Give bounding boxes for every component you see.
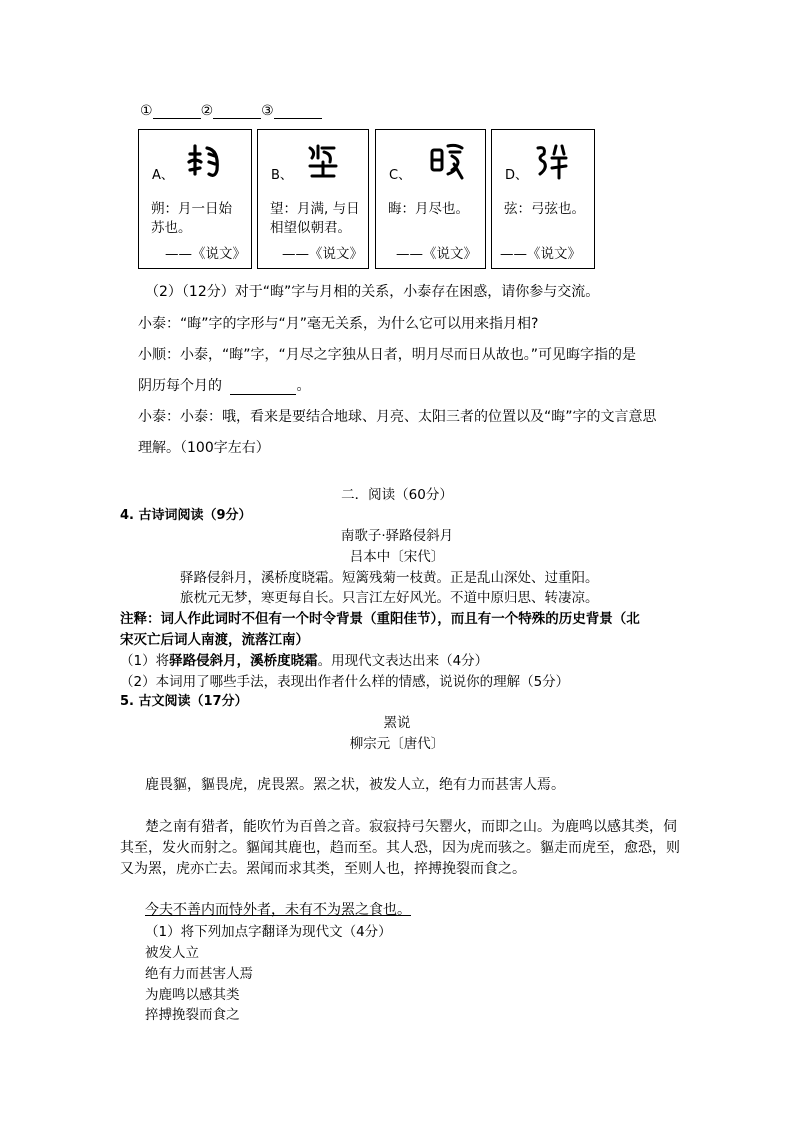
- q2-xiaoshun-period: 。: [296, 378, 311, 394]
- essay-paragraph-2-line2: 其至，发火而射之。貙闻其鹿也，趋而至。其人恐，因为虎而骇之。貙走而虎至，愈恐，则: [120, 840, 680, 856]
- q4-heading: 4. 古诗词阅读（9分）: [120, 508, 252, 523]
- card-d-def-line1: 弦：弓弦也。: [504, 201, 585, 217]
- q2-xiaotai-question: 小泰：“晦”字的字形与“月”毫无关系，为什么它可以用来指月相?: [138, 316, 539, 332]
- q5-heading: 5. 古文阅读（17分）: [120, 694, 248, 709]
- card-b-def-line1: 望：月满, 与日: [270, 201, 360, 217]
- poem-line-1: 驿路侵斜月，溪桥度晓霜。短篱残菊一枝黄。正是乱山深处、过重阳。: [180, 570, 599, 586]
- card-c-definition: [388, 200, 488, 219]
- answer-blanks: [140, 103, 322, 119]
- q5-sub1: （1）将下列加点字翻译为现代文（4分）: [145, 924, 392, 940]
- section-reading-heading: 二．阅读（60分）: [341, 487, 453, 503]
- essay-author: 柳宗元〔唐代〕: [349, 736, 445, 752]
- q5-item-2: 绝有力而甚害人焉: [145, 966, 253, 982]
- poem-author: 吕本中〔宋代〕: [349, 549, 445, 565]
- q5-item-1: 被发人立: [145, 945, 199, 961]
- card-b-def-line2: 相望似朝君。: [270, 220, 351, 236]
- q5-item-3: 为鹿鸣以感其类: [145, 987, 240, 1003]
- card-a-letter: A、: [152, 168, 174, 183]
- card-c: [375, 129, 486, 269]
- q2-prompt: （2）（12分）对于“晦”字与月相的关系，小泰存在困惑，请你参与交流。: [145, 284, 600, 300]
- seal-glyph-xian-icon: [532, 140, 572, 184]
- poem-title: 南歌子·驿路侵斜月: [340, 528, 454, 544]
- essay-paragraph-2-line1: 楚之南有猎者，能吹竹为百兽之音。寂寂持弓矢罂火，而即之山。为鹿鸣以感其类，伺: [145, 819, 677, 835]
- card-a-source: ——《说文》: [165, 246, 246, 262]
- card-a-definition: [151, 200, 251, 238]
- essay-conclusion: 今夫不善内而恃外者，未有不为罴之食也。: [145, 902, 411, 918]
- poem-line-2: 旅枕元无梦，寒更每自长。只言江左好风光。不道中原归思、转凄凉。: [180, 590, 599, 606]
- poem-note-line2: 宋灭亡后词人南渡，流落江南）: [120, 632, 309, 648]
- q5-item-4: 捽搏挽裂而食之: [145, 1007, 240, 1023]
- card-c-letter: C、: [389, 168, 412, 183]
- card-a-def-line1: 朔：月一日始: [151, 201, 232, 217]
- q4-sub1: [120, 649, 488, 669]
- essay-paragraph-2-line3: 又为罴，虎亦亡去。罴闻而求其类，至则人也，捽搏挽裂而食之。: [120, 861, 526, 877]
- card-d-letter: D、: [505, 168, 529, 183]
- card-a-def-line2: 苏也。: [151, 220, 192, 236]
- blank-label-1: ①: [140, 103, 153, 119]
- q2-answer-blank[interactable]: [230, 380, 296, 395]
- q2-xiaotai-line1: 小泰：小泰：哦，看来是要结合地球、月亮、太阳三者的位置以及“晦”字的文言意思: [138, 409, 657, 425]
- card-b: [257, 129, 369, 269]
- blank-line-1[interactable]: [153, 104, 201, 119]
- seal-glyph-hui-icon: [428, 140, 468, 184]
- blank-line-3[interactable]: [274, 104, 322, 119]
- q4-sub1-quote: 驿路侵斜月，溪桥度晓霜: [169, 653, 318, 669]
- card-d: [491, 129, 595, 269]
- blank-label-2: ②: [200, 103, 214, 119]
- card-d-source: ——《说文》: [500, 246, 581, 262]
- essay-paragraph-1: 鹿畏貙，貙畏虎，虎畏罴。罴之状，被发人立，绝有力而甚害人焉。: [145, 777, 565, 793]
- blank-label-3: ③: [261, 103, 274, 119]
- card-b-definition: [270, 200, 370, 238]
- q2-xiaotai-line2: 理解。（100字左右）: [138, 440, 270, 456]
- seal-glyph-wang-icon: [304, 140, 344, 184]
- q2-xiaoshun-text: 阴历每个月的: [138, 378, 222, 394]
- card-c-def-line1: 晦：月尽也。: [388, 201, 469, 217]
- seal-glyph-shuo-icon: [185, 140, 225, 184]
- blank-line-2[interactable]: [213, 104, 261, 119]
- poem-note-line1: 注释：词人作此词时不但有一个时令背景（重阳佳节），而且有一个特殊的历史背景（北: [120, 611, 640, 627]
- q2-xiaoshun-line1: 小顺：小泰，“晦”字，“月尽之字独从日者，明月尽而日从故也。”可见晦字指的是: [138, 347, 637, 363]
- q4-sub1-prefix: （1）将: [120, 653, 170, 669]
- card-c-source: ——《说文》: [396, 246, 477, 262]
- q4-sub1-suffix: 。用现代文表达出来（4分）: [317, 653, 489, 669]
- q4-sub2: （2）本词用了哪些手法，表现出作者什么样的情感，说说你的理解（5分）: [120, 674, 570, 690]
- card-b-letter: B、: [271, 168, 293, 183]
- essay-title: 罴说: [383, 715, 411, 731]
- card-b-source: ——《说文》: [282, 246, 363, 262]
- card-a: [138, 129, 252, 269]
- card-d-definition: [504, 200, 604, 219]
- q2-xiaoshun-line2: [138, 375, 310, 395]
